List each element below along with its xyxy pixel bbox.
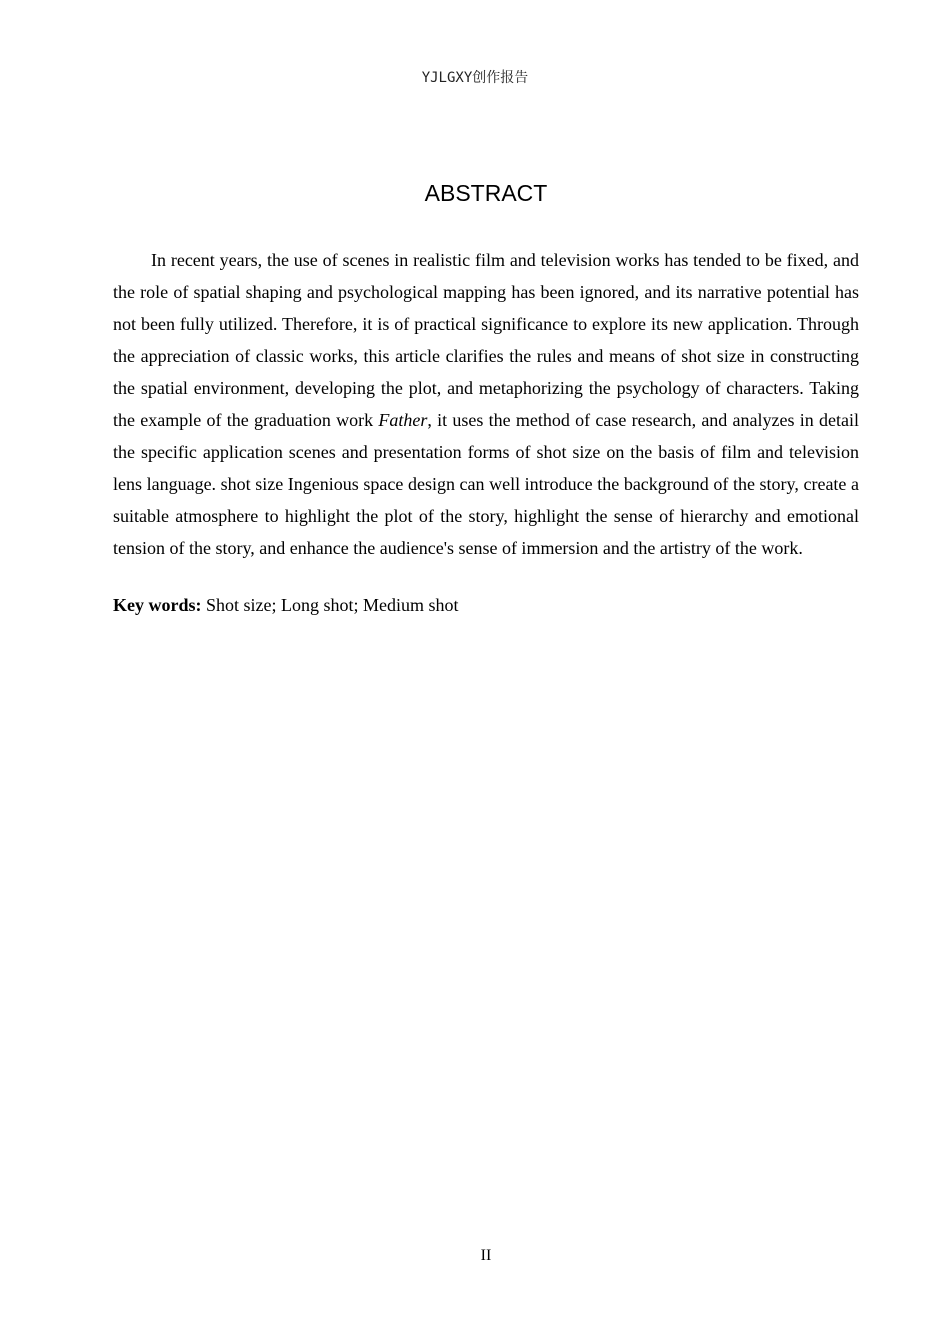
work-title-italic: Father bbox=[378, 410, 428, 430]
abstract-text-part2: , it uses the method of case research, and analyzes in detail the specific application scenes and presentation forms of shot size on the basis of film and television lens language. shot size Ingenious space design can well introduce the background of the story, create a suitable atmosphere to highlight the plot of the story, highlight the sense of hierarchy and emotional tension of the story, and enhance the audience's sense of immersion and the artistry of the work. bbox=[113, 410, 859, 558]
running-header: YJLGXY创作报告 bbox=[421, 70, 529, 86]
page-number: II bbox=[480, 1247, 492, 1264]
keywords-value: Shot size; Long shot; Medium shot bbox=[201, 595, 459, 615]
abstract-body bbox=[113, 244, 859, 564]
keywords-line bbox=[113, 592, 859, 618]
abstract-text-part1: In recent years, the use of scenes in realistic film and television works has tended to be fixed, and the role of spatial shaping and psychological mapping has been ignored, and its narrative potential has not been fully utilized. Therefore, it is of practical significance to explore its new application. Through the appreciation of classic works, this article clarifies the rules and means of shot size in constructing the spatial environment, developing the plot, and metaphorizing the psychology of characters. Taking the example of the graduation work bbox=[113, 250, 859, 430]
abstract-title: ABSTRACT bbox=[424, 180, 548, 206]
keywords-label: Key words: bbox=[113, 595, 202, 615]
